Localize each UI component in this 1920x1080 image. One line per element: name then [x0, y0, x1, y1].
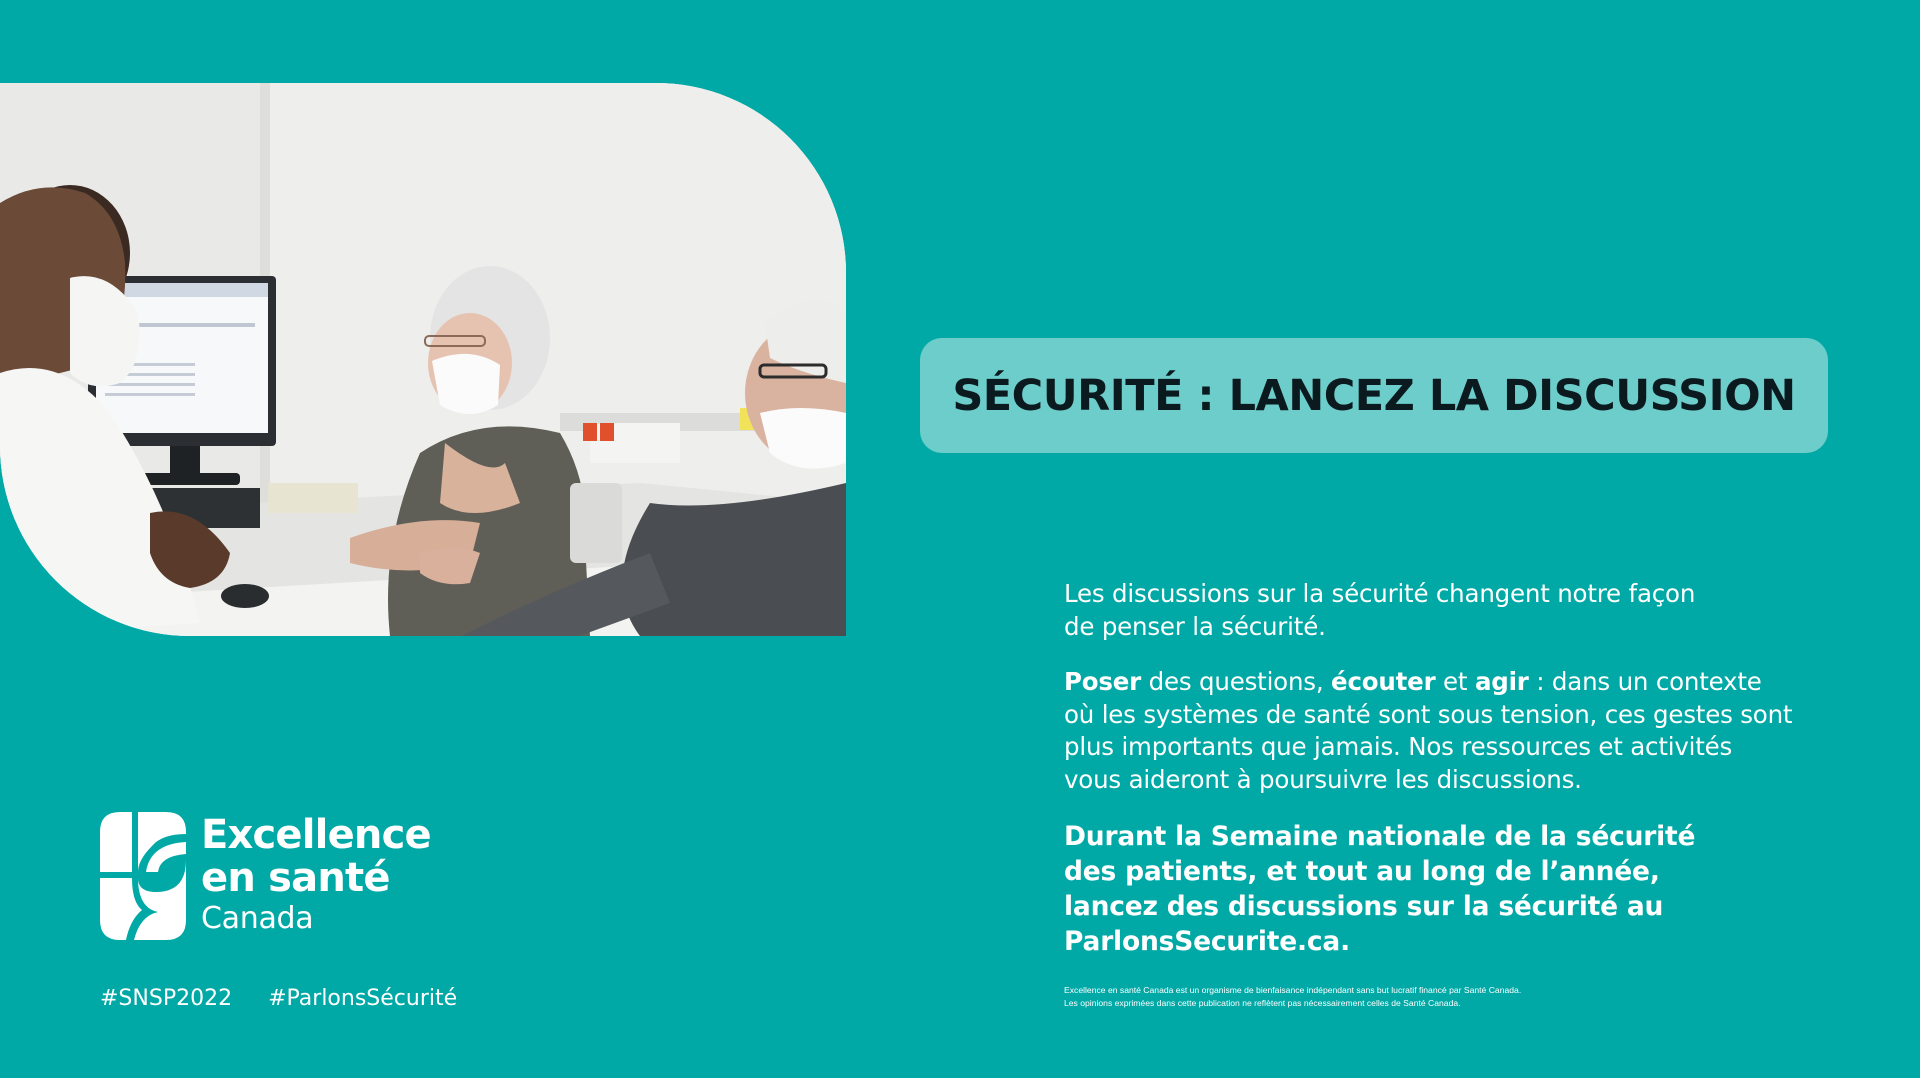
actions-text: des questions,: [1141, 667, 1332, 696]
logo-wordmark-line: en santé: [201, 855, 390, 901]
emphasis-ecouter: écouter: [1331, 667, 1436, 696]
emphasis-agir: agir: [1474, 667, 1529, 696]
clinic-consultation-illustration: [0, 83, 846, 636]
cta-line: des patients, et tout au long de l’année,: [1064, 856, 1660, 887]
disclaimer: [1064, 984, 1521, 1010]
actions-line: vous aideront à poursuivre les discussions.: [1064, 764, 1582, 794]
clinic-photo: [0, 83, 846, 636]
cta-link-line: ParlonsSecurite.ca.: [1064, 926, 1350, 957]
excellence-en-sante-logo-icon: [100, 812, 186, 940]
logo-wordmark-line: Excellence: [201, 812, 431, 858]
actions-text: et: [1435, 667, 1475, 696]
intro-line: Les discussions sur la sécurité changent notre façon: [1064, 579, 1696, 608]
actions-line: où les systèmes de santé sont sous tension, ces gestes sont: [1064, 699, 1793, 729]
hashtags: [100, 986, 457, 1011]
disclaimer-line: Les opinions exprimées dans cette publication ne reflètent pas nécessairement celles de Santé Canada.: [1064, 998, 1461, 1008]
emphasis-poser: Poser: [1064, 667, 1142, 696]
hashtag: #ParlonsSécurité: [268, 986, 458, 1011]
page-title: SÉCURITÉ : LANCEZ LA DISCUSSION: [952, 370, 1796, 421]
disclaimer-line: Excellence en santé Canada est un organisme de bienfaisance indépendant sans but lucratif financé par Santé Canada.: [1064, 985, 1522, 995]
actions-paragraph: [1064, 666, 1794, 796]
logo-wordmark-line: Canada: [201, 901, 314, 936]
intro-line: de penser la sécurité.: [1064, 611, 1326, 641]
intro-paragraph: [1064, 578, 1794, 643]
actions-text: : dans un contexte: [1528, 667, 1762, 696]
actions-line: plus importants que jamais. Nos ressources et activités: [1064, 732, 1733, 761]
hashtag: #SNSP2022: [100, 986, 233, 1011]
cta-line: lancez des discussions sur la sécurité au: [1064, 891, 1664, 922]
actions-line: [1064, 666, 1794, 699]
body-copy: [1064, 578, 1794, 959]
call-to-action-paragraph: [1064, 819, 1794, 959]
logo-wordmark: [201, 814, 431, 938]
title-banner: [920, 338, 1828, 453]
organization-logo: [100, 812, 460, 940]
cta-line: Durant la Semaine nationale de la sécurité: [1064, 821, 1696, 852]
